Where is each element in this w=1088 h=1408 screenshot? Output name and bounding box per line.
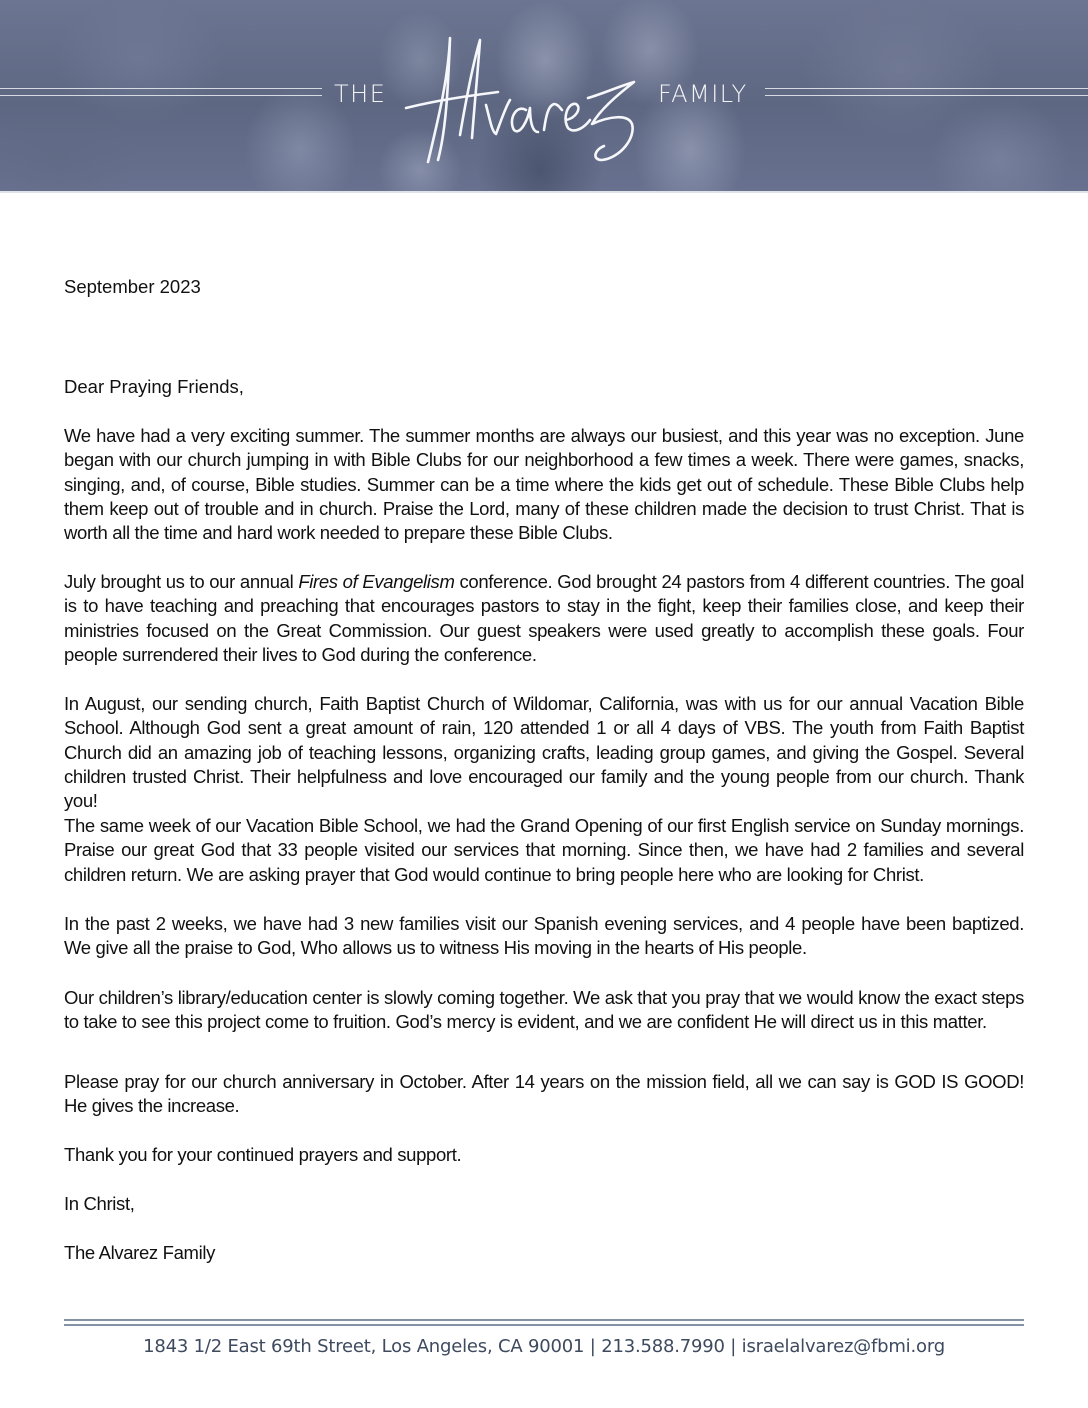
footer-rule-top: [64, 1319, 1024, 1321]
letter-salutation: Dear Praying Friends,: [64, 376, 244, 397]
letter-signature: The Alvarez Family: [64, 1242, 215, 1263]
logo-family-text: FAMILY: [658, 80, 748, 108]
paragraph-conference-rest: conference. God brought 24 pastors from 4 different countries. The goal is to have teaching and preaching that encourages pastors to stay in the fight, keep their families close, and keep their ministries focused on the Great Commission. Our guest speakers were used greatly to accomplish these goals. Four people surrendered their lives to God during the conference.: [64, 571, 1025, 665]
header-banner: [0, 0, 1088, 193]
banner-rule-left-1: [0, 88, 322, 89]
paragraph-summer: We have had a very exciting summer. The summer months are always our busiest, and this year was no exception. June began with our church jumping in with Bible Clubs for our neighborhood a few times a week. There were games, snacks, singing, and, of course, Bible studies. Summer can be a time where the kids get out of schedule. These Bible Clubs help them keep out of trouble and in church. Praise the Lord, many of these children made the decision to trust Christ. That is worth all the time and hard work needed to prepare these Bible Clubs.: [64, 425, 1024, 544]
logo-script-alvarez: [388, 20, 658, 170]
paragraph-library: Our children’s library/education center is slowly coming together. We ask that you pray that we would know the exact steps to take to see this project come to fruition. God’s mercy is evident, and we are confident He will direct us in this matter.: [64, 987, 1024, 1033]
paragraph-vbs: In August, our sending church, Faith Baptist Church of Wildomar, California, was with us for our annual Vacation Bible School. Although God sent a great amount of rain, 120 attended 1 or all 4 days of VBS. The youth from Faith Baptist Church did an amazing job of teaching lessons, organizing crafts, leading group games, and giving the Gospel. Several children trusted Christ. Their helpfulness and love encouraged our family and the young people from our church. Thank you!: [64, 693, 1024, 812]
paragraph-spanish-service: In the past 2 weeks, we have had 3 new families visit our Spanish evening services, and 4 people have been baptized. We give all the praise to God, Who allows us to witness His moving in the hearts of His people.: [64, 913, 1024, 959]
logo-the-text: THE: [334, 80, 387, 108]
paragraph-english-service: The same week of our Vacation Bible School, we had the Grand Opening of our first English service on Sunday mornings. Praise our great God that 33 people visited our services that morning. Since then, we have had 2 families and several children return. We are asking prayer that God would continue to bring people here who are looking for Christ.: [64, 815, 1024, 885]
letter-date: September 2023: [64, 276, 201, 297]
banner-rule-left-2: [0, 95, 322, 96]
letter-closing: In Christ,: [64, 1193, 135, 1214]
footer-rule-bottom: [64, 1324, 1024, 1326]
paragraph-anniversary: Please pray for our church anniversary in October. After 14 years on the mission field, all we can say is GOD IS GOOD! He gives the increase.: [64, 1071, 1024, 1117]
paragraph-thanks: Thank you for your continued prayers and support.: [64, 1144, 462, 1165]
banner-rule-right-1: [765, 88, 1088, 89]
banner-bottom-edge: [0, 191, 1088, 193]
paragraph-conference: [64, 570, 1024, 667]
paragraph-conference-lead: July brought us to our annual: [64, 571, 299, 592]
conference-name: Fires of Evangelism: [298, 571, 455, 592]
banner-rule-right-2: [765, 95, 1088, 96]
footer-contact-info: 1843 1/2 East 69th Street, Los Angeles, CA 90001 | 213.588.7990 | israelalvarez@fbmi.org: [143, 1336, 945, 1357]
